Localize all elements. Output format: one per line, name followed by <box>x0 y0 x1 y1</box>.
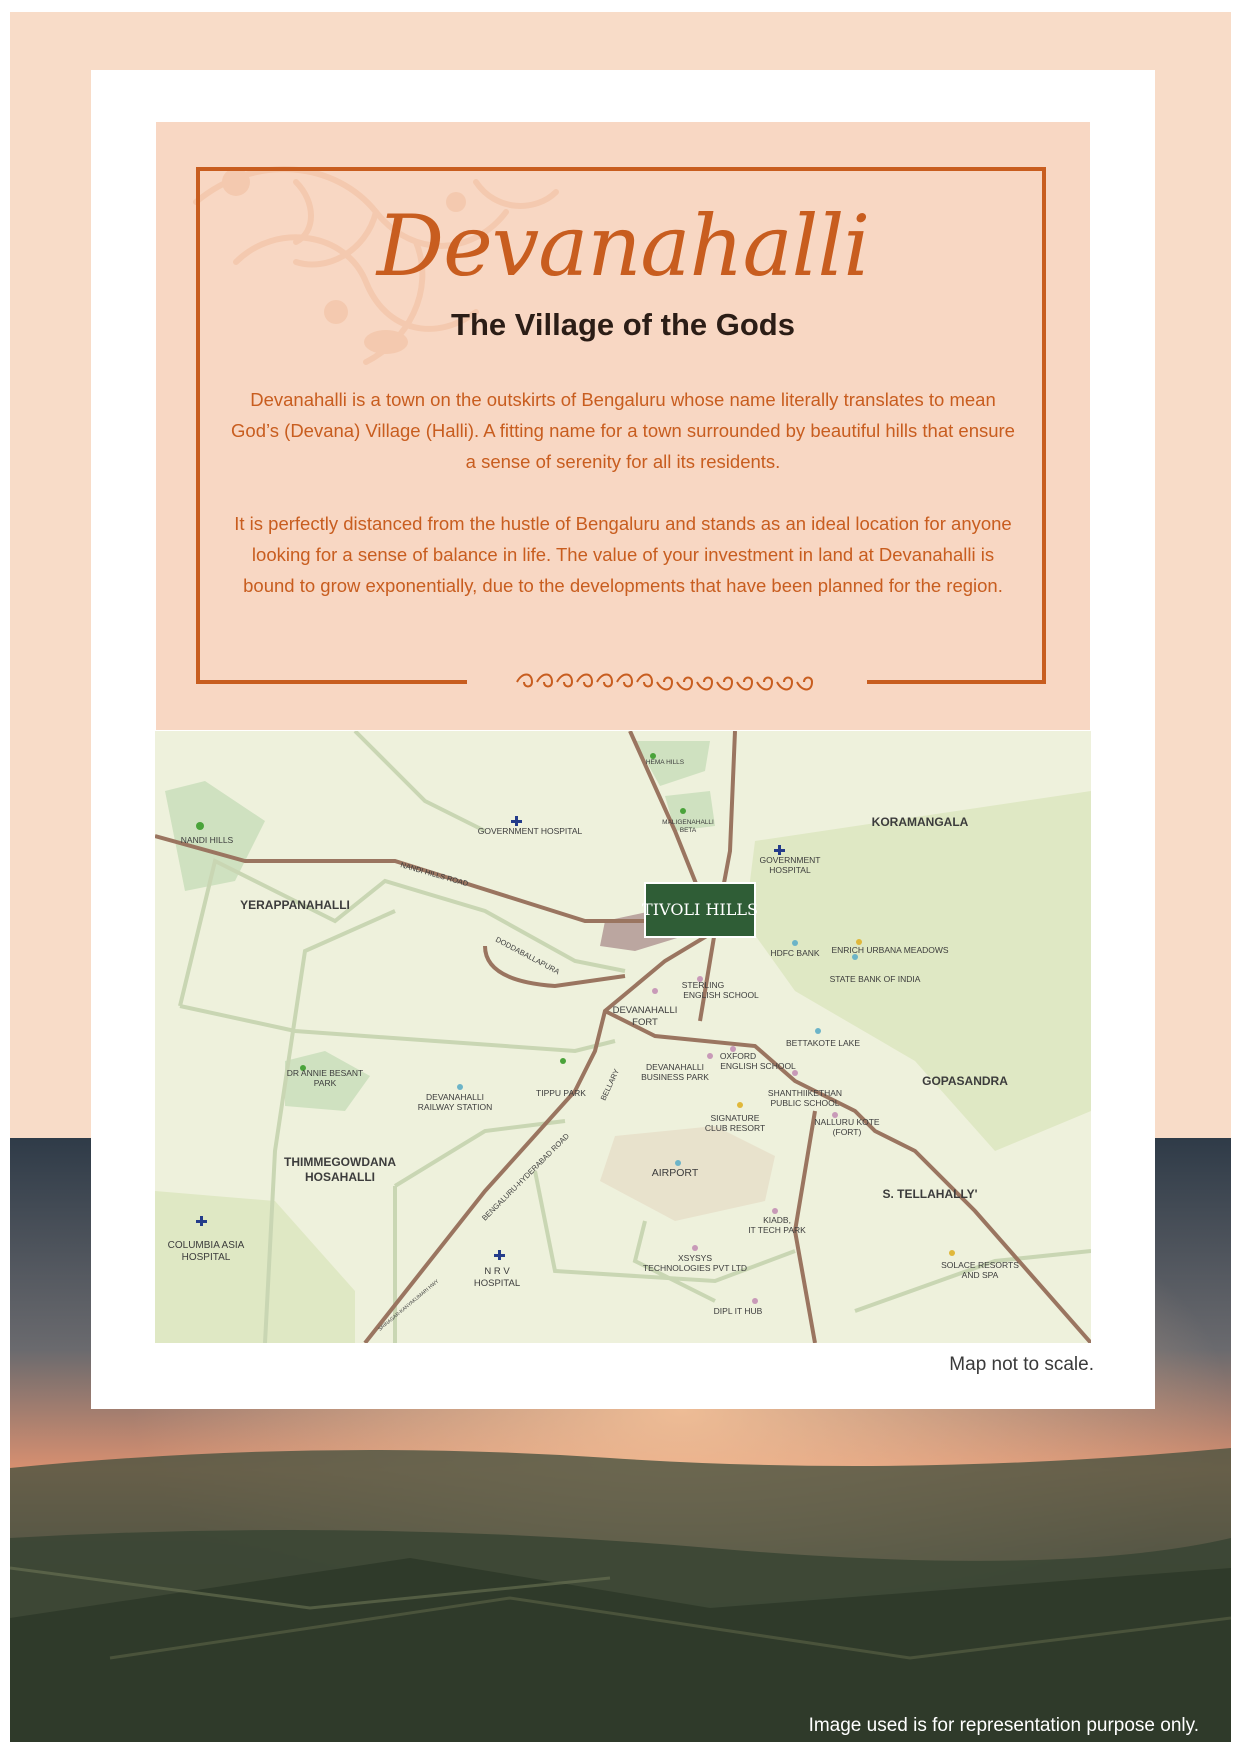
label-english-school-sterling: ENGLISH SCHOOL <box>683 990 759 1000</box>
label-columbia-hospital: HOSPITAL <box>181 1252 231 1263</box>
tivoli-hills-marker <box>642 883 758 937</box>
label-club-resort: CLUB RESORT <box>704 1123 766 1133</box>
label-columbia-asia: COLUMBIA ASIA <box>167 1240 245 1251</box>
intro-paragraph-2: It is perfectly distanced from the hustle of Bengaluru and stands as an ideal location for anyone looking for a sense of balance in life. The value of your investment in land at Devanahalli is bound to grow exponentially, due to the developments that have been planned for the region. <box>234 513 1012 596</box>
area-thimmegowdana: THIMMEGOWDANA <box>284 1155 396 1169</box>
label-sterling: STERLING <box>681 980 725 990</box>
area-yerappanahalli: YERAPPANAHALLI <box>240 898 350 912</box>
label-nrv: N R V <box>484 1266 510 1277</box>
photo-disclaimer: Image used is for representation purpose only. <box>808 1715 1199 1736</box>
label-nrv-hospital: HOSPITAL <box>473 1278 521 1289</box>
intro-paragraph-1: Devanahalli is a town on the outskirts of Bengaluru whose name literally translates to mean God’s (Devana) Village (Halli). A fitting name for a town surrounded by beautiful hills that ensure a sense of serenity for all its residents. <box>231 389 1015 472</box>
label-government-hospital-2b: HOSPITAL <box>769 865 811 875</box>
label-hdfc-bank: HDFC BANK <box>770 948 820 958</box>
label-nandi-hills: NANDI HILLS <box>180 835 234 845</box>
intro-panel <box>156 122 1090 730</box>
label-xsysys: XSYSYS <box>677 1253 713 1263</box>
label-devanahalli-fort: DEVANAHALLI <box>612 1005 678 1016</box>
label-kiadb: KIADB, <box>763 1215 791 1225</box>
scroll-ornament-icon <box>512 670 822 694</box>
label-government-hospital-1: GOVERNMENT HOSPITAL <box>477 826 583 836</box>
label-nalluru-kote: NALLURU KOTE <box>814 1117 880 1127</box>
label-railway-station: RAILWAY STATION <box>417 1102 493 1112</box>
label-enrich-urbana: ENRICH URBANA MEADOWS <box>831 945 949 955</box>
label-and-spa: AND SPA <box>961 1270 999 1280</box>
content-card <box>91 70 1155 1409</box>
road-label-bellary: BELLARY <box>598 1067 622 1102</box>
label-fort: FORT <box>632 1017 658 1028</box>
label-tippu-park: TIPPU PARK <box>536 1088 586 1098</box>
label-solace-resorts: SOLACE RESORTS <box>941 1260 1019 1270</box>
tivoli-hills-label: TIVOLI HILLS <box>642 900 758 919</box>
label-dipl-it-hub: DIPL IT HUB <box>713 1306 763 1316</box>
label-business-park: BUSINESS PARK <box>641 1072 709 1082</box>
label-beta: BETA <box>679 827 697 834</box>
area-koramangala: KORAMANGALA <box>871 815 969 829</box>
label-state-bank: STATE BANK OF INDIA <box>829 974 921 984</box>
page <box>10 12 1231 1742</box>
page-subtitle: The Village of the Gods <box>451 307 795 342</box>
location-map <box>155 731 1091 1343</box>
road-label-nandi-hills: NANDI HILLS ROAD <box>399 860 470 889</box>
label-oxford: OXFORD <box>719 1051 757 1061</box>
label-xsysys-technologies: TECHNOLOGIES PVT LTD <box>642 1263 748 1273</box>
road-label-srinagar: SRINAGAR-KANYAKUMARI HWY <box>377 1278 441 1333</box>
label-it-tech-park: IT TECH PARK <box>748 1225 806 1235</box>
label-signature: SIGNATURE <box>710 1113 760 1123</box>
road-label-bengaluru-hyderabad: BENGALURU-HYDERABAD ROAD <box>480 1131 571 1223</box>
area-gopasandra: GOPASANDRA <box>922 1074 1008 1088</box>
label-hema-hills: HEMA HILLS <box>645 759 685 766</box>
label-nalluru-fort: (FORT) <box>832 1127 862 1137</box>
label-bettakote-lake: BETTAKOTE LAKE <box>785 1038 861 1048</box>
page-title: Devanahalli <box>376 197 870 295</box>
label-government-hospital-2a: GOVERNMENT <box>759 855 821 865</box>
label-oxford-english-school: ENGLISH SCHOOL <box>720 1061 796 1071</box>
label-shanthiikethan: SHANTHIIKETHAN <box>767 1088 843 1098</box>
map-scale-note: Map not to scale. <box>949 1354 1094 1375</box>
label-maligenahalli: MALIGENAHALLI <box>662 819 714 826</box>
label-devanahalli-business: DEVANAHALLI <box>646 1062 704 1072</box>
label-annie-park: PARK <box>313 1078 337 1088</box>
label-railway-devanahalli: DEVANAHALLI <box>426 1092 484 1102</box>
area-s-tellahally: S. TELLAHALLY' <box>882 1187 978 1201</box>
label-public-school: PUBLIC SCHOOL <box>770 1098 840 1108</box>
area-hosahalli: HOSAHALLI <box>305 1170 375 1184</box>
label-airport: AIRPORT <box>651 1167 699 1179</box>
road-label-doddaballapura: DODDABALLAPURA <box>494 934 562 977</box>
label-annie-besant: DR ANNIE BESANT <box>286 1068 364 1078</box>
